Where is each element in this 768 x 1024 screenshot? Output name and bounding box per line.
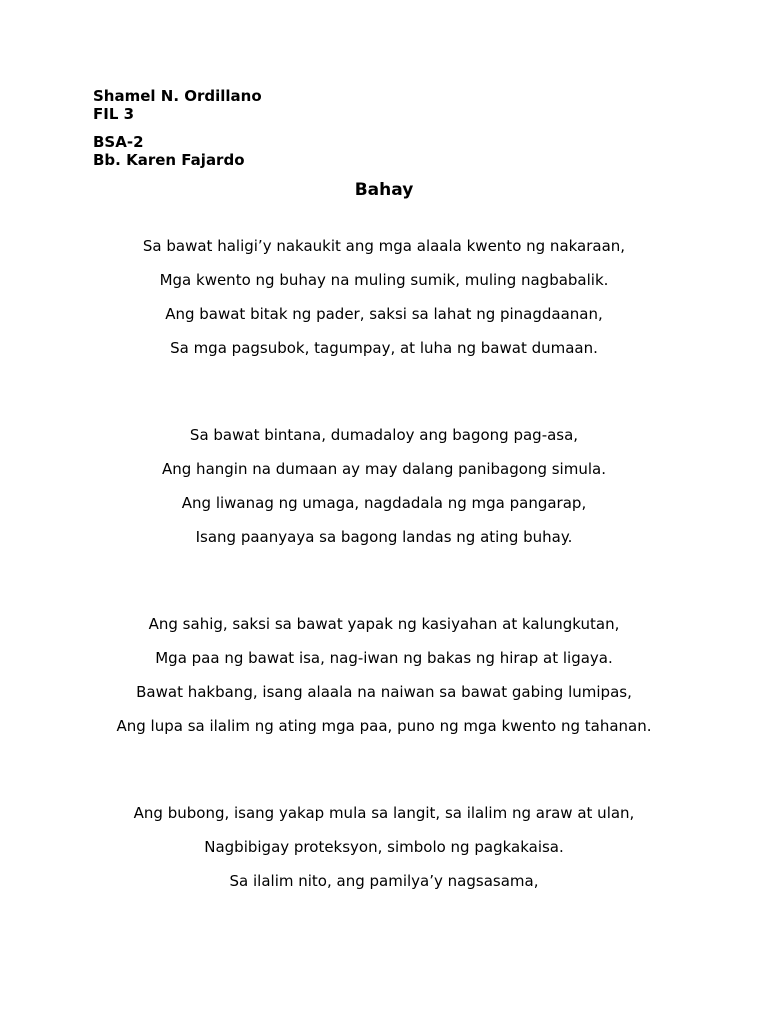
stanza-spacer xyxy=(0,561,768,614)
document-header xyxy=(93,87,262,169)
poem-line: Ang sahig, saksi sa bawat yapak ng kasiyahan at kalungkutan, xyxy=(148,615,620,633)
poem-line: Isang paanyaya sa bagong landas ng ating buhay. xyxy=(195,528,573,546)
poem-line: Ang bawat bitak ng pader, saksi sa lahat ng pinagdaanan, xyxy=(165,305,603,323)
stanza-3 xyxy=(0,614,768,750)
poem-line: Ang bubong, isang yakap mula sa langit, sa ilalim ng araw at ulan, xyxy=(133,804,635,822)
header-spacer xyxy=(93,123,262,133)
poem-line: Nagbibigay proteksyon, simbolo ng pagkakaisa. xyxy=(204,838,564,856)
author-name: Shamel N. Ordillano xyxy=(93,87,262,105)
stanza-spacer xyxy=(0,750,768,803)
stanza-spacer xyxy=(0,372,768,425)
poem-line: Ang liwanag ng umaga, nagdadala ng mga pangarap, xyxy=(181,494,587,512)
poem-line: Sa mga pagsubok, tagumpay, at luha ng bawat dumaan. xyxy=(170,339,598,357)
poem-line: Ang hangin na dumaan ay may dalang panibagong simula. xyxy=(162,460,606,478)
poem-body xyxy=(0,236,768,905)
poem-line: Sa bawat haligi’y nakaukit ang mga alaala kwento ng nakaraan, xyxy=(142,237,626,255)
teacher-name: Bb. Karen Fajardo xyxy=(93,151,245,169)
poem-title: Bahay xyxy=(354,180,414,200)
class-section: BSA-2 xyxy=(93,133,144,151)
poem-line: Ang lupa sa ilalim ng ating mga paa, puno ng mga kwento ng tahanan. xyxy=(116,717,652,735)
stanza-4 xyxy=(0,803,768,905)
poem-line: Sa bawat bintana, dumadaloy ang bagong pag-asa, xyxy=(189,426,579,444)
poem-line: Sa ilalim nito, ang pamilya’y nagsasama, xyxy=(229,872,539,890)
poem-line: Mga paa ng bawat isa, nag-iwan ng bakas ng hirap at ligaya. xyxy=(155,649,613,667)
stanza-1 xyxy=(0,236,768,372)
stanza-2 xyxy=(0,425,768,561)
subject-code: FIL 3 xyxy=(93,105,135,123)
poem-line: Mga kwento ng buhay na muling sumik, muling nagbabalik. xyxy=(159,271,609,289)
poem-line: Bawat hakbang, isang alaala na naiwan sa bawat gabing lumipas, xyxy=(136,683,632,701)
